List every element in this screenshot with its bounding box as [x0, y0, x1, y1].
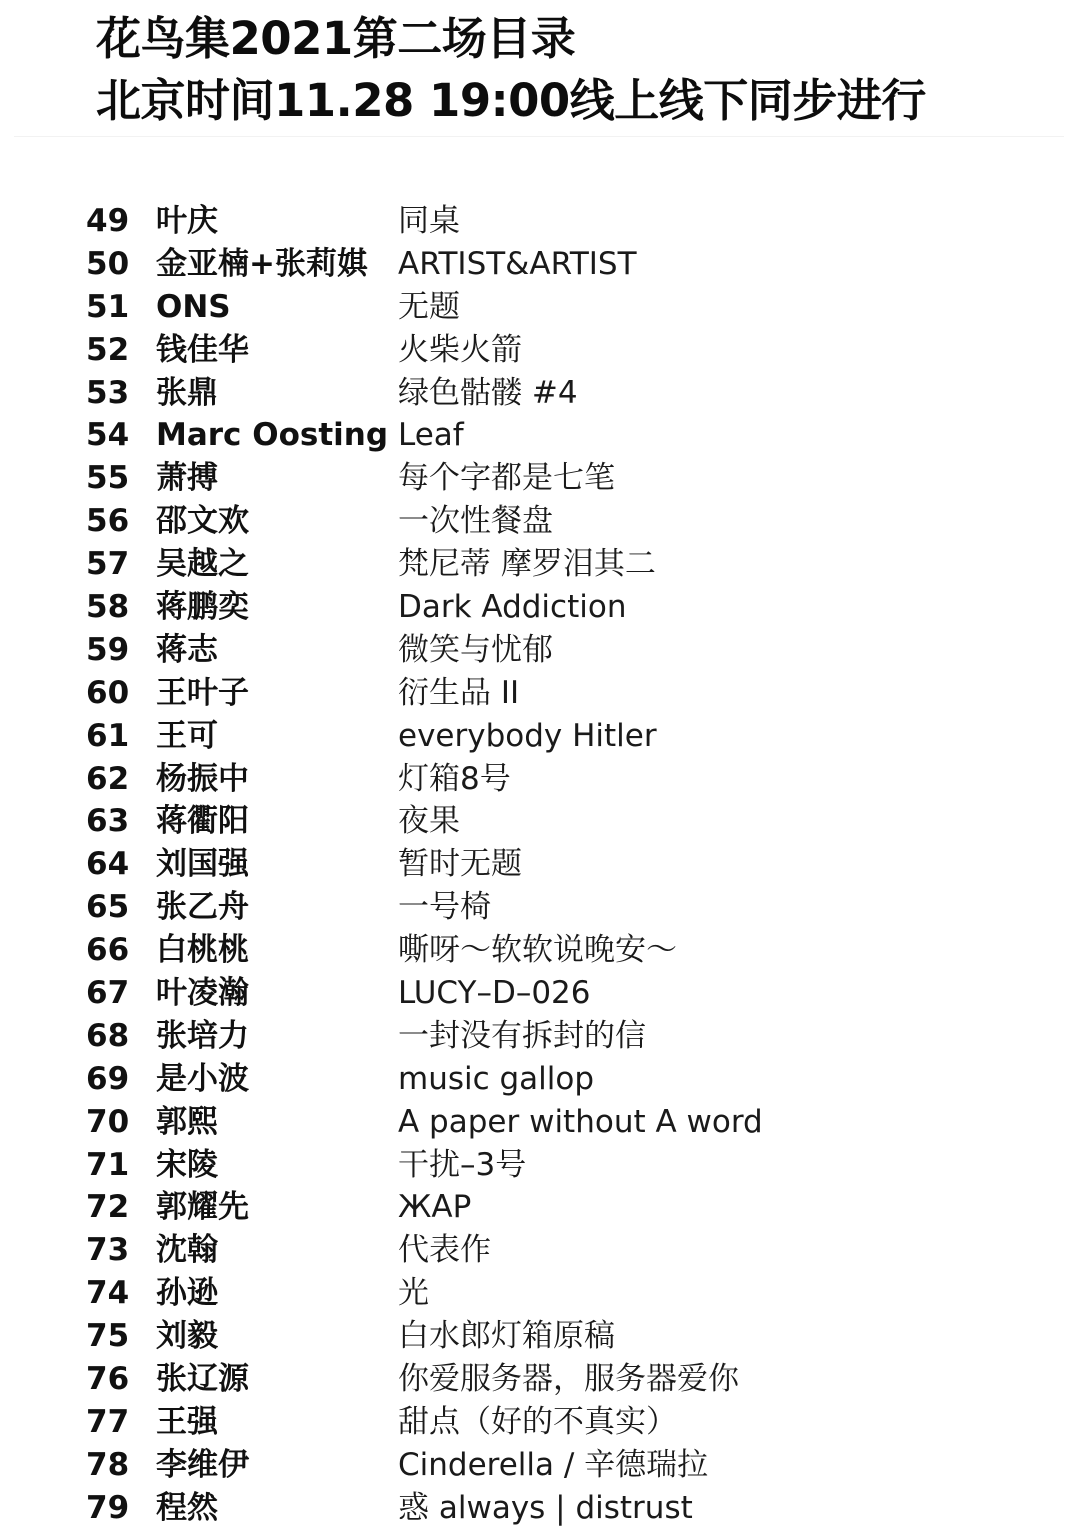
artist-name: 蒋志	[156, 631, 218, 668]
lot-number: 60	[86, 674, 130, 711]
work-title: 光	[398, 1275, 429, 1312]
lot-number: 78	[86, 1446, 130, 1483]
catalog-row	[0, 929, 1080, 972]
catalog-row	[0, 414, 1080, 457]
catalog-row	[0, 1229, 1080, 1272]
work-title: 每个字都是七笔	[398, 460, 615, 497]
artist-name: 叶凌瀚	[156, 975, 249, 1012]
lot-number: 74	[86, 1275, 130, 1312]
work-title: 干扰–3号	[398, 1146, 527, 1183]
artist-name: Marc Oosting	[156, 417, 389, 454]
catalog-row	[0, 457, 1080, 500]
artist-name: 是小波	[156, 1060, 249, 1097]
work-title: 惑 always | distrust	[398, 1489, 693, 1526]
catalog-row	[0, 1101, 1080, 1144]
work-title: 衍生品 II	[398, 674, 520, 711]
lot-number: 61	[86, 717, 130, 754]
catalog-row	[0, 1444, 1080, 1487]
page-title: 花鸟集2021第二场目录	[96, 12, 576, 65]
lot-number: 53	[86, 374, 130, 411]
work-title: 甜点（好的不真实）	[398, 1403, 677, 1440]
artist-name: 叶庆	[156, 203, 218, 239]
lot-number: 66	[86, 932, 130, 969]
work-title: 嘶呀～软软说晚安～	[398, 932, 677, 969]
artist-name: 沈翰	[156, 1232, 218, 1269]
catalog-row	[0, 243, 1080, 286]
catalog-row	[0, 586, 1080, 629]
catalog-row	[0, 843, 1080, 886]
lot-number: 55	[86, 460, 130, 497]
artist-name: 张培力	[156, 1017, 249, 1054]
catalog-row	[0, 200, 1080, 243]
work-title: Dark Addiction	[398, 589, 627, 626]
catalog-row	[0, 1487, 1080, 1530]
work-title: ARTIST&ARTIST	[398, 245, 637, 282]
artist-name: 白桃桃	[156, 932, 249, 969]
artist-name: 张辽源	[156, 1361, 249, 1398]
work-title: 绿色骷髅 #4	[398, 374, 578, 411]
artist-name: 刘毅	[156, 1318, 218, 1355]
work-title: 梵尼蒂 摩罗泪其二	[398, 546, 656, 583]
work-title: 火柴火箭	[398, 331, 522, 368]
artist-name: 吴越之	[156, 546, 249, 583]
artist-name: 李维伊	[156, 1446, 249, 1483]
artist-name: 王叶子	[156, 674, 249, 711]
catalog-row	[0, 715, 1080, 758]
work-title: 暂时无题	[398, 846, 522, 883]
lot-number: 58	[86, 589, 130, 626]
work-title: 代表作	[398, 1232, 491, 1269]
catalog-row	[0, 1358, 1080, 1401]
catalog-header	[96, 8, 926, 132]
lot-number: 59	[86, 631, 130, 668]
catalog-row	[0, 286, 1080, 329]
work-title: 无题	[398, 288, 460, 325]
artist-name: 张乙舟	[156, 889, 249, 926]
lot-number: 68	[86, 1017, 130, 1054]
work-title: 你爱服务器，服务器爱你	[398, 1361, 739, 1398]
lot-number: 50	[86, 245, 130, 282]
lot-number: 65	[86, 889, 130, 926]
lot-number: 75	[86, 1318, 130, 1355]
work-title: LUCY–D–026	[398, 975, 591, 1012]
catalog-row	[0, 886, 1080, 929]
lot-number: 54	[86, 417, 130, 454]
lot-number: 63	[86, 803, 130, 840]
lot-number: 73	[86, 1232, 130, 1269]
artist-name: 张鼎	[156, 374, 218, 411]
work-title: Cinderella / 辛德瑞拉	[398, 1446, 709, 1483]
artist-name: 蒋衢阳	[156, 803, 249, 840]
lot-number: 52	[86, 331, 130, 368]
work-title: 同桌	[398, 203, 460, 239]
lot-number: 51	[86, 288, 130, 325]
artist-name: 郭耀先	[156, 1189, 249, 1226]
work-title: Leaf	[398, 417, 464, 454]
artist-name: 邵文欢	[156, 503, 249, 540]
artist-name: 郭熙	[156, 1103, 218, 1140]
work-title: 一次性餐盘	[398, 503, 553, 540]
lot-number: 77	[86, 1403, 130, 1440]
work-title: 一号椅	[398, 889, 491, 926]
catalog-row	[0, 1315, 1080, 1358]
artist-name: ONS	[156, 288, 231, 325]
lot-number: 71	[86, 1146, 130, 1183]
artist-name: 宋陵	[156, 1146, 218, 1183]
lot-number: 70	[86, 1103, 130, 1140]
artist-name: 萧搏	[156, 460, 218, 497]
catalog-row	[0, 800, 1080, 843]
artist-name: 刘国强	[156, 846, 249, 883]
artist-name: 孙逊	[156, 1275, 218, 1312]
lot-number: 49	[86, 203, 130, 239]
lot-number: 79	[86, 1489, 130, 1526]
catalog-row	[0, 972, 1080, 1015]
event-time-subtitle: 北京时间11.28 19:00线上线下同步进行	[96, 74, 926, 127]
lot-number: 69	[86, 1060, 130, 1097]
catalog-row	[0, 372, 1080, 415]
catalog-row	[0, 1058, 1080, 1101]
lot-number: 67	[86, 975, 130, 1012]
catalog-row	[0, 1144, 1080, 1187]
artist-name: 钱佳华	[156, 331, 249, 368]
catalog-row	[0, 629, 1080, 672]
catalog-row	[0, 329, 1080, 372]
work-title: 一封没有拆封的信	[398, 1017, 646, 1054]
work-title: 微笑与忧郁	[398, 631, 553, 668]
catalog-row	[0, 672, 1080, 715]
lot-number: 72	[86, 1189, 130, 1226]
lot-number: 56	[86, 503, 130, 540]
work-title: 白水郎灯箱原稿	[398, 1318, 615, 1355]
artist-name: 王强	[156, 1403, 218, 1440]
lot-number: 62	[86, 760, 130, 797]
lot-number: 64	[86, 846, 130, 883]
catalog-row	[0, 1401, 1080, 1444]
lot-number: 76	[86, 1361, 130, 1398]
catalog-row	[0, 758, 1080, 801]
catalog-row	[0, 1015, 1080, 1058]
artist-name: 王可	[156, 717, 218, 754]
artist-name: 程然	[156, 1489, 218, 1526]
work-title: A paper without A word	[398, 1103, 763, 1140]
artist-name: 蒋鹏奕	[156, 589, 249, 626]
artist-name: 杨振中	[156, 760, 249, 797]
catalog-row	[0, 1272, 1080, 1315]
work-title: music gallop	[398, 1060, 595, 1097]
work-title: 灯箱8号	[398, 760, 511, 797]
catalog-row	[0, 1186, 1080, 1229]
catalog-row	[0, 543, 1080, 586]
work-title: 夜果	[398, 803, 460, 840]
work-title: ЖAP	[398, 1189, 472, 1226]
catalog-row	[0, 500, 1080, 543]
header-divider	[14, 136, 1064, 137]
lot-number: 57	[86, 546, 130, 583]
catalog-list	[0, 200, 1080, 1530]
artist-name: 金亚楠+张莉娸	[156, 245, 368, 282]
work-title: everybody Hitler	[398, 717, 657, 754]
